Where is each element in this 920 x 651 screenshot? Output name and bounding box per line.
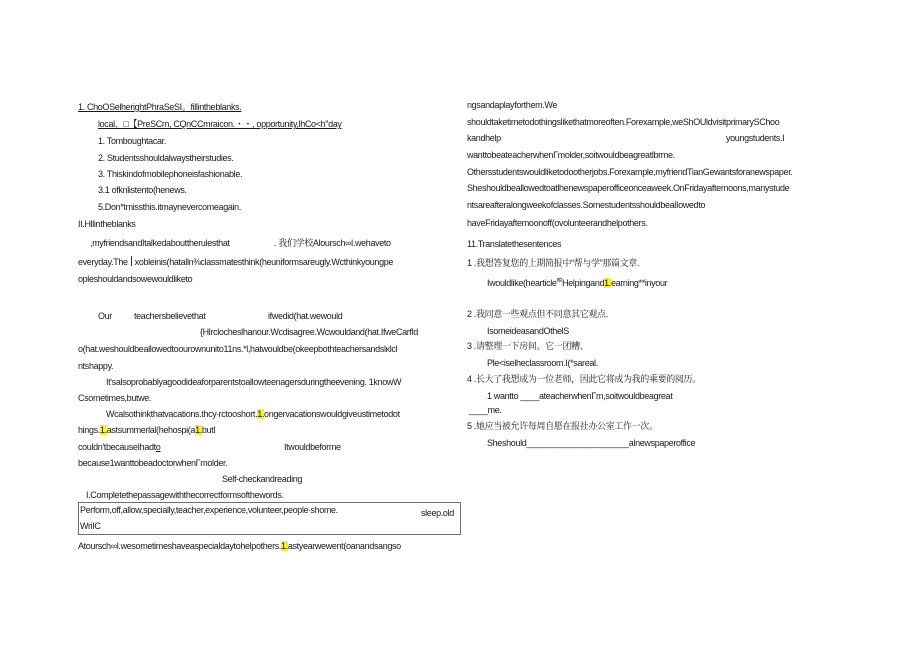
paragraph-word: ifwedid(hat.wewould bbox=[268, 311, 343, 321]
highlight-mark: 1. bbox=[195, 425, 202, 435]
highlight-mark: 1. bbox=[257, 409, 265, 419]
list-item: 3.1 ofknlistento(henews. bbox=[98, 185, 187, 195]
translation-answer: ____me. bbox=[469, 405, 502, 415]
word-box-line2: WriIC bbox=[80, 521, 101, 531]
paragraph-line: Csometimes,butwe. bbox=[78, 393, 152, 403]
paragraph-line: . 我们学校Aloursch∞l.wehaveto bbox=[274, 238, 391, 248]
paragraph-line: because1wanttobeadoctorwhenΓmolder. bbox=[78, 458, 228, 468]
paragraph-line: Sheshouldbeallowedtoatlhenewspaperofficeonceaweek.OnFridayafternoons,manystude bbox=[467, 183, 790, 193]
translation-answer: Ple<iselheclassroom.I(*sareal. bbox=[487, 358, 598, 368]
instruction: I.Completethepassagewiththecorrectformsofthewords. bbox=[86, 490, 284, 500]
word-box-words: Perform,off,allow,specially,teacher,experience,volunteer,people∙shome. bbox=[80, 505, 338, 515]
paragraph-line: wanttobeateacherwhenΓmolder,soitwouldbeagreatlbrme. bbox=[467, 150, 675, 160]
paragraph-line: Itwouldbeforme bbox=[284, 442, 341, 452]
list-item: 5.Don*tmissthis.itmaynevercomeagain. bbox=[98, 202, 241, 212]
translation-answer: IsomeideasandOthelS bbox=[487, 326, 569, 336]
section-title: Self-checkandreading bbox=[222, 474, 303, 484]
section-1-title: 1. ChoOSelherightPhraSeSI。fillintheblanks. bbox=[78, 102, 242, 112]
paragraph-line: ntsareafteralongweekofclasses.SomestudentsshouldbealIowedto bbox=[467, 200, 706, 210]
paragraph-word: Our bbox=[98, 311, 112, 321]
translation-prompt: 1 .我想答复您的上期简报中“帮与学”那篇文章. bbox=[467, 258, 640, 268]
paragraph-line: o(hat.weshouldbeallowedtoourownunito11ns.*l,hatwouldbe(okeepbothteachersandslκlcl bbox=[78, 344, 398, 354]
highlight-mark: 1. bbox=[99, 425, 107, 435]
translation-answer: 1 wantto ____ateacherwhenΓm,soitwouldbeagreat bbox=[487, 391, 673, 401]
paragraph-line: kandhelp bbox=[467, 133, 501, 143]
paragraph-line: ngsandaplayforthem.We bbox=[467, 100, 558, 110]
paragraph-line: hings.1.astsummerlal(hehospi(a1.butl bbox=[78, 425, 216, 435]
paragraph-line: youngstudents.I bbox=[726, 133, 785, 143]
translation-prompt: 5 .她应当被允许每周自愿在报社办公室工作一次。 bbox=[467, 421, 658, 431]
section-title: 11.Translatethesentences bbox=[467, 239, 562, 249]
paragraph-line: Wcalsothinkthatvacations.thcy∙rctooshort.1.ongervacationswouldgiveustimetodot bbox=[106, 409, 400, 419]
translation-prompt: 4 .长大了我想成为一位老师，因此它将成为我的乘要的阅历。 bbox=[467, 374, 701, 384]
paragraph-line: couldn'tbecauseIhadto bbox=[78, 442, 161, 452]
word-box-words-end: sleep.old bbox=[421, 508, 454, 518]
list-item: 1. Tomboughtacar. bbox=[98, 136, 166, 146]
section-2-title: II.Hllintheblanks bbox=[78, 219, 136, 229]
highlight-mark: 1. bbox=[281, 541, 288, 551]
list-item: 3. Thiskindofmobilephoneisfashionable. bbox=[98, 169, 243, 179]
translation-prompt: 3 .请整理一下房间。它一团糟、 bbox=[467, 341, 589, 351]
text-cursor bbox=[131, 256, 132, 266]
translation-prompt: 2 .我同意一些观点但不同意其它观点. bbox=[467, 309, 608, 319]
paragraph-line: shouldtaketimetodothingslikethatmoreoften.Forexample,weShOUldvisitprimarySChoo bbox=[467, 117, 780, 127]
translation-answer: Sheshould______________________alnewspaperoffice bbox=[487, 438, 696, 448]
paragraph-line: Atoursch∞l.wesometimeshaveaspecialdaytohelpothers.1.astyearwewent(oanandsangso bbox=[78, 541, 401, 551]
paragraph-line: ,myfriendsandItalkedabouttherulesthat bbox=[90, 238, 230, 248]
word-bank: local、□【PreSCm, CQnCCmraicon.・・, opportunity,lhCo<h"day bbox=[98, 119, 342, 129]
paragraph-line: opleshouldandsowewouldliketo bbox=[78, 274, 193, 284]
paragraph-line: everyday.The xobleinis(hatalln⅜classmatesthink(heuniformsareugly.Wcthinkyoungpe bbox=[78, 257, 394, 267]
highlight-mark: 1. bbox=[604, 278, 611, 288]
paragraph-line: haveFridayafternoonoff(ovolunteerandhelpothers. bbox=[467, 218, 648, 228]
paragraph-line: ntshappy. bbox=[78, 361, 114, 371]
paragraph-line: {Hlrclocheslhanour.Wcdisagree.Wcwouldand(hat.IfweCarfld bbox=[200, 327, 418, 337]
translation-answer: Iwouldlike(hearticle$^{\ell¢l}$Helpingand1.earning**inyour bbox=[487, 278, 668, 288]
paragraph-line: It'salsoprobablyagoodideaforparentstoallowteenagersduringtheevening. 1knowW bbox=[106, 377, 402, 387]
paragraph-line: Othersstudentswouldliketodootherjobs.Forexample,myfriendTianGewantsforanewspaper. bbox=[467, 167, 793, 177]
list-item: 2. Studentsshouldalwaystheirstudies. bbox=[98, 153, 234, 163]
paragraph-word: teachersbelievethat bbox=[134, 311, 206, 321]
